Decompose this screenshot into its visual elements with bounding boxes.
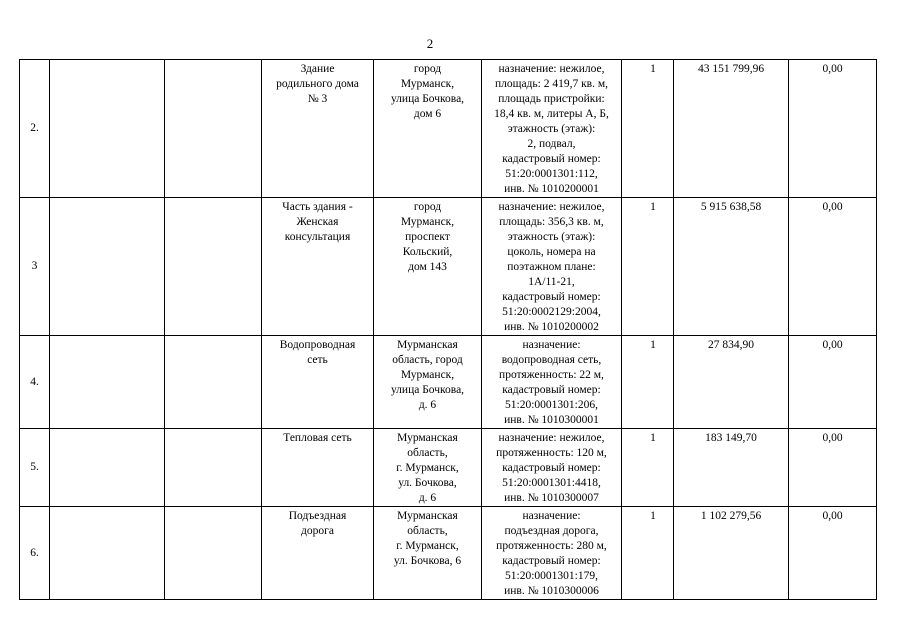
empty-cell	[50, 429, 165, 507]
object-name-line: Водопроводная	[279, 339, 356, 351]
residual-value-cell: 0,00	[789, 507, 877, 600]
description-line: 51:20:0001301:4418,	[502, 477, 601, 489]
book-value-cell: 5 915 638,58	[674, 198, 789, 336]
description-cell	[482, 429, 622, 507]
address-line: г. Мурманск,	[396, 462, 459, 474]
object-name-cell	[262, 429, 374, 507]
empty-cell	[50, 507, 165, 600]
description-line: кадастровый номер:	[502, 384, 601, 396]
address-line: улица Бочкова,	[390, 93, 465, 105]
address-line: г. Мурманск,	[396, 540, 459, 552]
address-line: Мурманск,	[400, 216, 455, 228]
object-name-line: Женская	[296, 216, 339, 228]
empty-cell	[165, 198, 262, 336]
residual-value-cell: 0,00	[789, 60, 877, 198]
description-line: подъездная дорога,	[504, 525, 599, 537]
description-line: поэтажном плане:	[507, 261, 596, 273]
object-name-line: Здание	[300, 63, 335, 75]
empty-cell	[165, 507, 262, 600]
row-number-cell: 5.	[20, 429, 50, 507]
address-line: дом 6	[413, 108, 442, 120]
description-line: назначение:	[522, 339, 581, 351]
address-line: область,	[407, 447, 448, 459]
address-line: город	[413, 63, 442, 75]
address-line: д. 6	[418, 399, 437, 411]
description-line: площадь: 356,3 кв. м,	[499, 216, 604, 228]
address-line: Мурманская	[397, 510, 458, 522]
description-line: кадастровый номер:	[502, 555, 601, 567]
table-row	[20, 507, 877, 600]
book-value-cell: 43 151 799,96	[674, 60, 789, 198]
quantity-cell: 1	[622, 429, 674, 507]
empty-cell	[50, 60, 165, 198]
quantity-cell: 1	[622, 507, 674, 600]
address-line: дом 143	[408, 261, 447, 273]
address-line: Мурманск,	[400, 369, 455, 381]
description-line: инв. № 1010300006	[504, 585, 599, 597]
address-cell	[374, 429, 482, 507]
description-line: назначение: нежилое,	[498, 432, 605, 444]
description-line: назначение: нежилое,	[498, 201, 605, 213]
description-line: инв. № 1010300007	[504, 492, 599, 504]
address-line: проспект	[405, 231, 450, 243]
book-value-cell: 27 834,90	[674, 336, 789, 429]
residual-value-cell: 0,00	[789, 198, 877, 336]
empty-cell	[165, 429, 262, 507]
address-line: ул. Бочкова, 6	[393, 555, 462, 567]
object-name-cell	[262, 336, 374, 429]
description-line: 51:20:0001301:179,	[505, 570, 598, 582]
description-line: этажность (этаж):	[507, 123, 596, 135]
object-name-line: № 3	[307, 93, 328, 105]
description-line: инв. № 1010300001	[504, 414, 599, 426]
row-number-cell: 4.	[20, 336, 50, 429]
description-line: протяженность: 280 м,	[496, 540, 607, 552]
address-line: Мурманск,	[400, 78, 455, 90]
address-cell	[374, 198, 482, 336]
object-name-line: сеть	[307, 354, 328, 366]
book-value-cell: 1 102 279,56	[674, 507, 789, 600]
book-value-cell: 183 149,70	[674, 429, 789, 507]
address-line: улица Бочкова,	[390, 384, 465, 396]
table-row	[20, 60, 877, 198]
description-line: 2, подвал,	[527, 138, 576, 150]
description-line: 1А/11-21,	[528, 276, 575, 288]
description-line: водопроводная сеть,	[501, 354, 602, 366]
description-cell	[482, 336, 622, 429]
object-name-line: Тепловая сеть	[283, 432, 352, 444]
address-line: ул. Бочкова,	[398, 477, 457, 489]
description-cell	[482, 507, 622, 600]
address-line: Мурманская	[397, 339, 458, 351]
description-line: этажность (этаж):	[507, 231, 596, 243]
empty-cell	[50, 198, 165, 336]
row-number-cell: 6.	[20, 507, 50, 600]
object-name-line: Часть здания -	[282, 201, 353, 213]
description-line: кадастровый номер:	[502, 462, 601, 474]
quantity-cell: 1	[622, 60, 674, 198]
description-line: 51:20:0001301:112,	[505, 168, 598, 180]
residual-value-cell: 0,00	[789, 429, 877, 507]
description-line: площадь пристройки:	[498, 93, 605, 105]
object-name-cell	[262, 507, 374, 600]
description-line: инв. № 1010200002	[504, 321, 599, 333]
address-cell	[374, 60, 482, 198]
description-cell	[482, 198, 622, 336]
description-line: 18,4 кв. м, литеры А, Б,	[494, 108, 609, 120]
address-cell	[374, 336, 482, 429]
address-line: область,	[407, 525, 448, 537]
description-line: кадастровый номер:	[502, 291, 601, 303]
empty-cell	[165, 60, 262, 198]
empty-cell	[165, 336, 262, 429]
description-cell	[482, 60, 622, 198]
description-line: назначение: нежилое,	[498, 63, 605, 75]
table-row	[20, 336, 877, 429]
object-name-line: дорога	[301, 525, 334, 537]
property-table	[19, 59, 877, 600]
page-number: 2	[426, 36, 434, 51]
row-number-cell: 3	[20, 198, 50, 336]
address-line: Кольский,	[402, 246, 453, 258]
address-line: Мурманская	[397, 432, 458, 444]
object-name-line: Подъездная	[288, 510, 347, 522]
description-line: протяженность: 120 м,	[496, 447, 607, 459]
description-line: протяженность: 22 м,	[499, 369, 604, 381]
empty-cell	[50, 336, 165, 429]
description-line: площадь: 2 419,7 кв. м,	[494, 78, 609, 90]
object-name-cell	[262, 60, 374, 198]
description-line: цоколь, номера на	[507, 246, 596, 258]
quantity-cell: 1	[622, 336, 674, 429]
object-name-line: родильного дома	[276, 78, 359, 90]
address-line: область, город	[392, 354, 463, 366]
description-line: инв. № 1010200001	[504, 183, 599, 195]
object-name-cell	[262, 198, 374, 336]
quantity-cell: 1	[622, 198, 674, 336]
table-row	[20, 429, 877, 507]
address-line: д. 6	[418, 492, 437, 504]
description-line: кадастровый номер:	[502, 153, 601, 165]
address-line: город	[413, 201, 442, 213]
description-line: 51:20:0002129:2004,	[502, 306, 601, 318]
table-row	[20, 198, 877, 336]
object-name-line: консультация	[284, 231, 351, 243]
address-cell	[374, 507, 482, 600]
description-line: 51:20:0001301:206,	[505, 399, 598, 411]
description-line: назначение:	[522, 510, 581, 522]
row-number-cell: 2.	[20, 60, 50, 198]
residual-value-cell: 0,00	[789, 336, 877, 429]
